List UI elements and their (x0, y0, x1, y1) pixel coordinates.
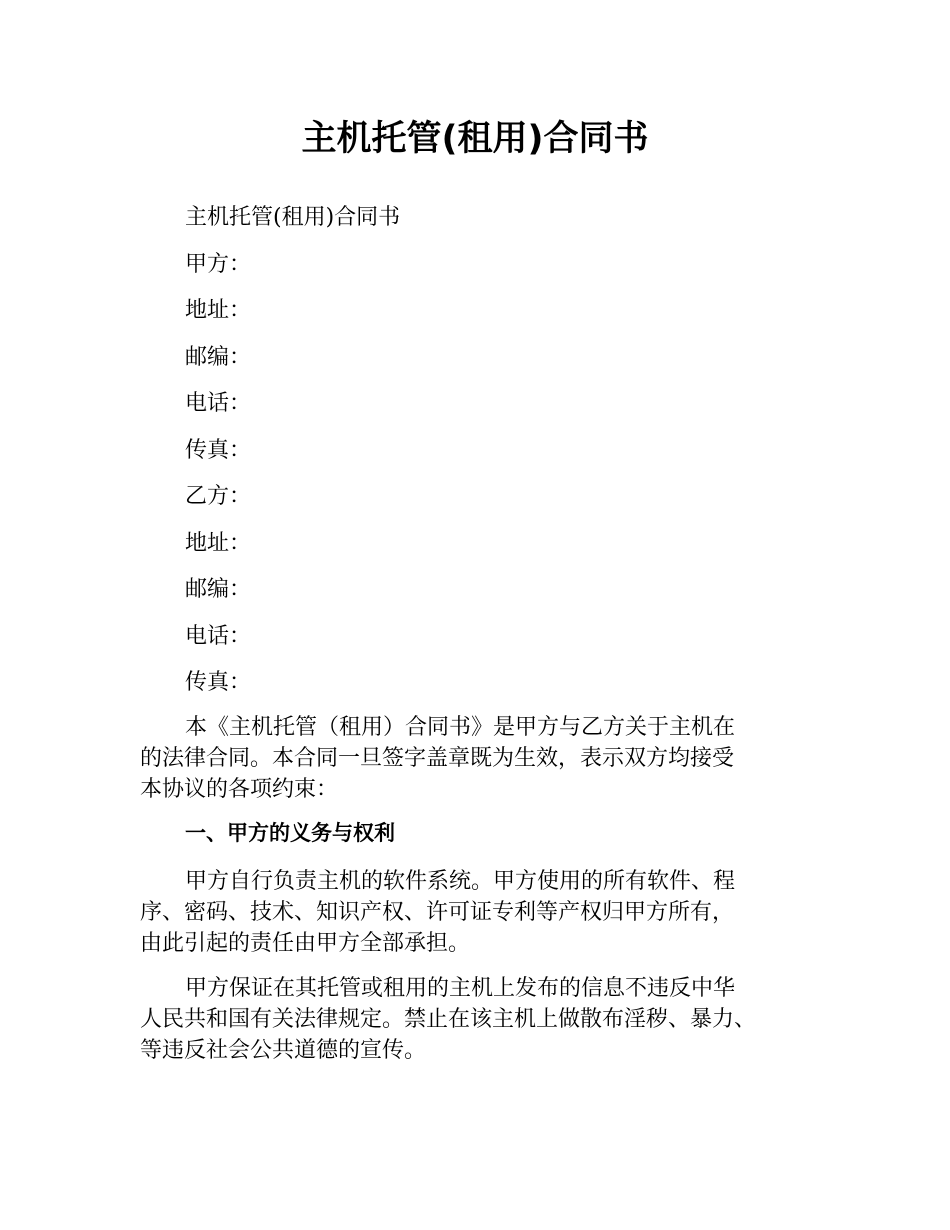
intro-line: 的法律合同。本合同一旦签字盖章既为生效，表示双方均接受 (140, 746, 735, 771)
intro-line: 本协议的各项约束： (140, 777, 339, 802)
document-title: 主机托管(租用)合同书 (301, 119, 649, 159)
party-b-label: 乙方： (185, 484, 252, 509)
body-paragraph-2 (140, 973, 830, 1066)
party-a-address-label: 地址： (185, 298, 252, 323)
body-line: 甲方自行负责主机的软件系统。甲方使用的所有软件、程 (185, 869, 736, 894)
party-b-phone-label: 电话： (185, 623, 252, 649)
party-a-phone-label: 电话： (185, 391, 252, 416)
party-info-list (185, 203, 400, 715)
party-b-address-label: 地址： (185, 530, 252, 556)
party-b-fax-label: 传真： (185, 670, 252, 695)
body-line: 等违反社会公共道德的宣传。 (140, 1038, 427, 1063)
party-a-label: 甲方： (185, 251, 252, 277)
body-line: 序、密码、技术、知识产权、许可证专利等产权归甲方所有， (140, 900, 735, 925)
intro-line: 本《主机托管（租用）合同书》是甲方与乙方关于主机在 (185, 715, 736, 740)
body-paragraph-1 (140, 866, 830, 959)
body-line: 甲方保证在其托管或租用的主机上发布的信息不违反中华 (185, 976, 736, 1001)
intro-paragraph (140, 712, 830, 805)
party-a-fax-label: 传真： (185, 437, 252, 463)
contract-name-line: 主机托管(租用)合同书 (185, 205, 401, 230)
body-line: 人民共和国有关法律规定。禁止在该主机上做散布淫秽、暴力、 (140, 1007, 757, 1032)
body-line: 由此引起的责任由甲方全部承担。 (140, 931, 471, 956)
party-a-postcode-label: 邮编： (185, 344, 252, 370)
party-b-postcode-label: 邮编： (185, 577, 252, 602)
section-heading: 一、甲方的义务与权利 (185, 821, 395, 845)
